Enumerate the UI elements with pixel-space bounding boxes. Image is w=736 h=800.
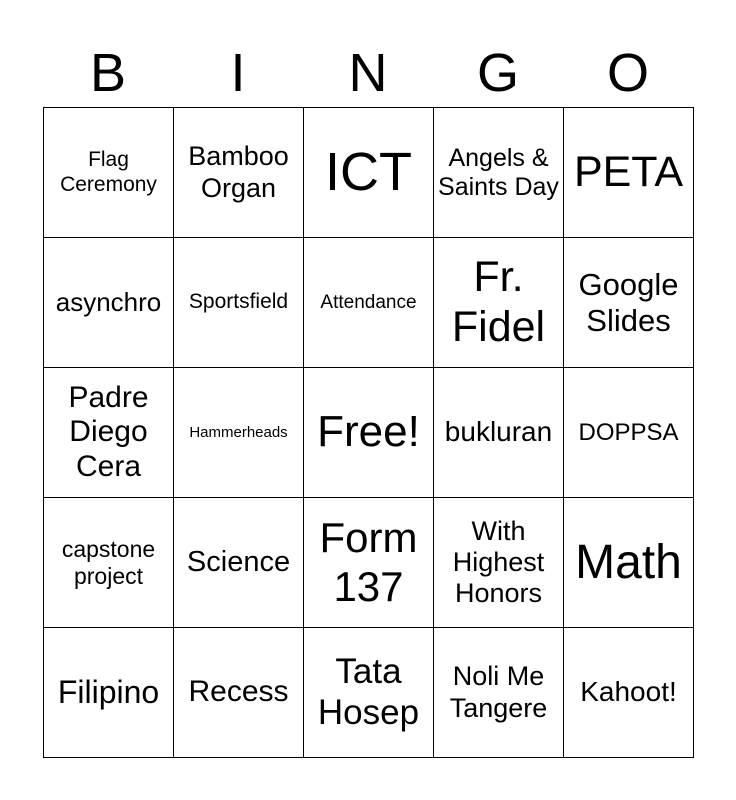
- cell-text: Sportsfield: [188, 290, 289, 314]
- cell-text: Kahoot!: [580, 676, 677, 708]
- bingo-cell[interactable]: [434, 368, 564, 498]
- bingo-cell[interactable]: [174, 108, 304, 238]
- cell-text: asynchro: [55, 286, 162, 317]
- cell-text: Bamboo Organ: [188, 141, 289, 203]
- cell-text: Flag Ceremony: [60, 148, 157, 196]
- cell-text: With Highest Honors: [452, 515, 545, 609]
- bingo-cell[interactable]: [564, 368, 694, 498]
- bingo-board: [43, 107, 694, 758]
- bingo-cell[interactable]: [434, 238, 564, 368]
- cell-text: Angels & Saints Day: [438, 143, 559, 201]
- bingo-cell[interactable]: [174, 238, 304, 368]
- header-letter-b: B: [89, 43, 127, 103]
- cell-text: ICT: [325, 142, 412, 203]
- cell-text: capstone project: [61, 536, 156, 589]
- cell-text: Google Slides: [578, 266, 679, 338]
- cell-text: Padre Diego Cera: [68, 380, 149, 483]
- bingo-cell[interactable]: [304, 238, 434, 368]
- header-letter-i: I: [230, 43, 246, 103]
- cell-text: Math: [575, 535, 682, 589]
- bingo-cell[interactable]: [174, 498, 304, 628]
- bingo-cell[interactable]: [434, 498, 564, 628]
- header-letter-n: N: [348, 43, 388, 103]
- bingo-header: [43, 40, 693, 106]
- cell-text: Filipino: [57, 674, 160, 711]
- cell-text: Form 137: [319, 514, 418, 610]
- cell-text: Science: [186, 545, 291, 578]
- cell-text: Recess: [188, 675, 289, 709]
- bingo-cell[interactable]: [44, 628, 174, 758]
- cell-text: Attendance: [320, 291, 417, 313]
- cell-text: Noli Me Tangere: [449, 661, 548, 723]
- bingo-cell[interactable]: [44, 368, 174, 498]
- cell-text: Hammerheads: [189, 423, 288, 441]
- bingo-cell[interactable]: [564, 238, 694, 368]
- cell-text: Fr. Fidel: [451, 253, 546, 351]
- bingo-cell[interactable]: [564, 108, 694, 238]
- cell-text: bukluran: [444, 416, 553, 448]
- free-space-cell[interactable]: [304, 368, 434, 498]
- bingo-cell[interactable]: [44, 108, 174, 238]
- cell-text: Free!: [317, 407, 420, 457]
- bingo-cell[interactable]: [304, 628, 434, 758]
- bingo-cell[interactable]: [564, 498, 694, 628]
- bingo-cell[interactable]: [434, 628, 564, 758]
- header-letter-o: O: [606, 43, 649, 103]
- bingo-cell[interactable]: [174, 628, 304, 758]
- bingo-cell[interactable]: [434, 108, 564, 238]
- bingo-cell[interactable]: [304, 108, 434, 238]
- header-letter-g: G: [476, 43, 519, 103]
- bingo-cell[interactable]: [564, 628, 694, 758]
- bingo-cell[interactable]: [304, 498, 434, 628]
- cell-text: Tata Hosep: [317, 652, 420, 732]
- bingo-cell[interactable]: [44, 238, 174, 368]
- cell-text: PETA: [573, 147, 684, 196]
- bingo-cell[interactable]: [44, 498, 174, 628]
- bingo-cell[interactable]: [174, 368, 304, 498]
- cell-text: DOPPSA: [578, 418, 679, 446]
